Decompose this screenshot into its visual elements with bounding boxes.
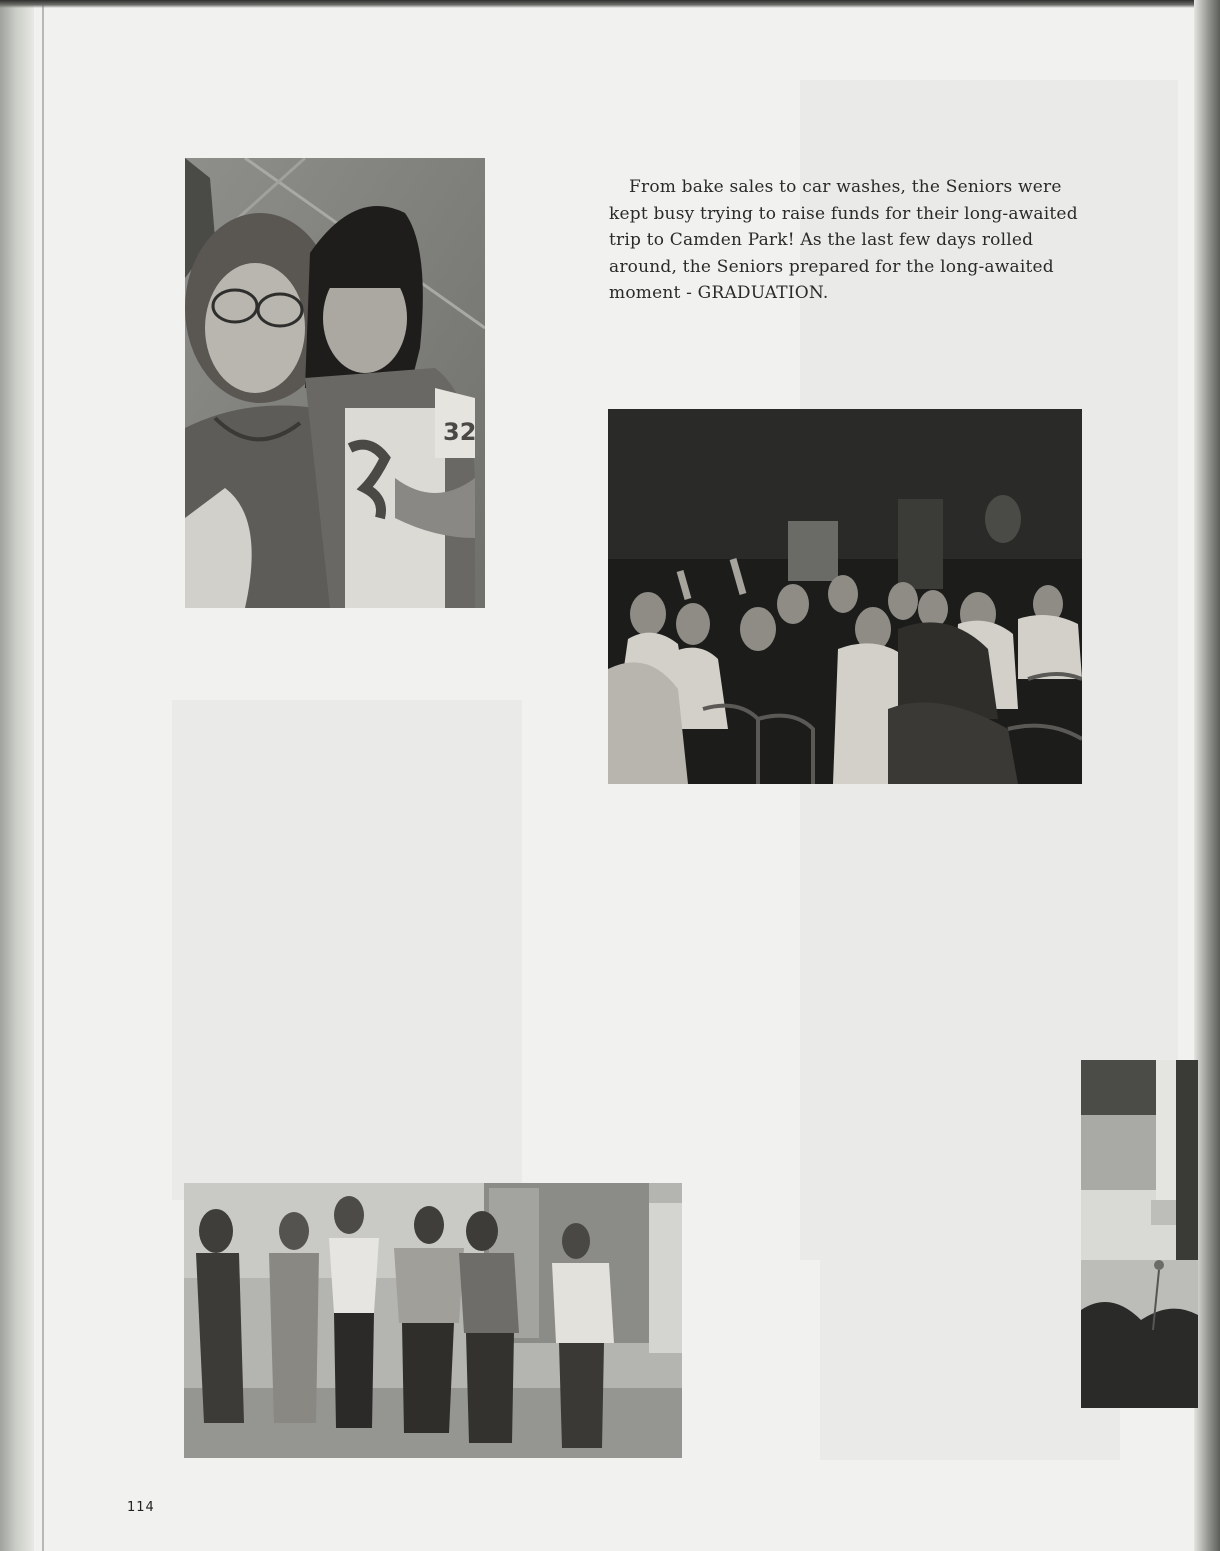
top-edge-shadow xyxy=(0,0,1220,8)
jersey-number: 32 xyxy=(443,418,477,446)
photo-classroom-audience xyxy=(608,409,1082,784)
photo-group-of-boys-image xyxy=(184,1183,682,1458)
photo-group-of-boys xyxy=(184,1183,682,1458)
caption-text: From bake sales to car washes, the Seniors were kept busy trying to raise funds for their long-awaited trip to Camden Park! As the last few days rolled around, the Seniors prepared for the long-awaited moment - GRADUATION. xyxy=(609,177,1078,303)
photo-outdoor-partial xyxy=(1081,1060,1198,1408)
photo-two-girls xyxy=(185,158,485,608)
binding-shadow xyxy=(0,0,34,1551)
photo-outdoor-partial-image xyxy=(1081,1060,1198,1408)
photo-classroom-audience-image xyxy=(608,409,1082,784)
binding-line xyxy=(42,0,44,1551)
faint-block-left xyxy=(172,700,522,1200)
photo-two-girls-image xyxy=(185,158,485,608)
faint-block-bottom xyxy=(820,1260,1120,1460)
page-number: 114 xyxy=(127,1500,155,1515)
